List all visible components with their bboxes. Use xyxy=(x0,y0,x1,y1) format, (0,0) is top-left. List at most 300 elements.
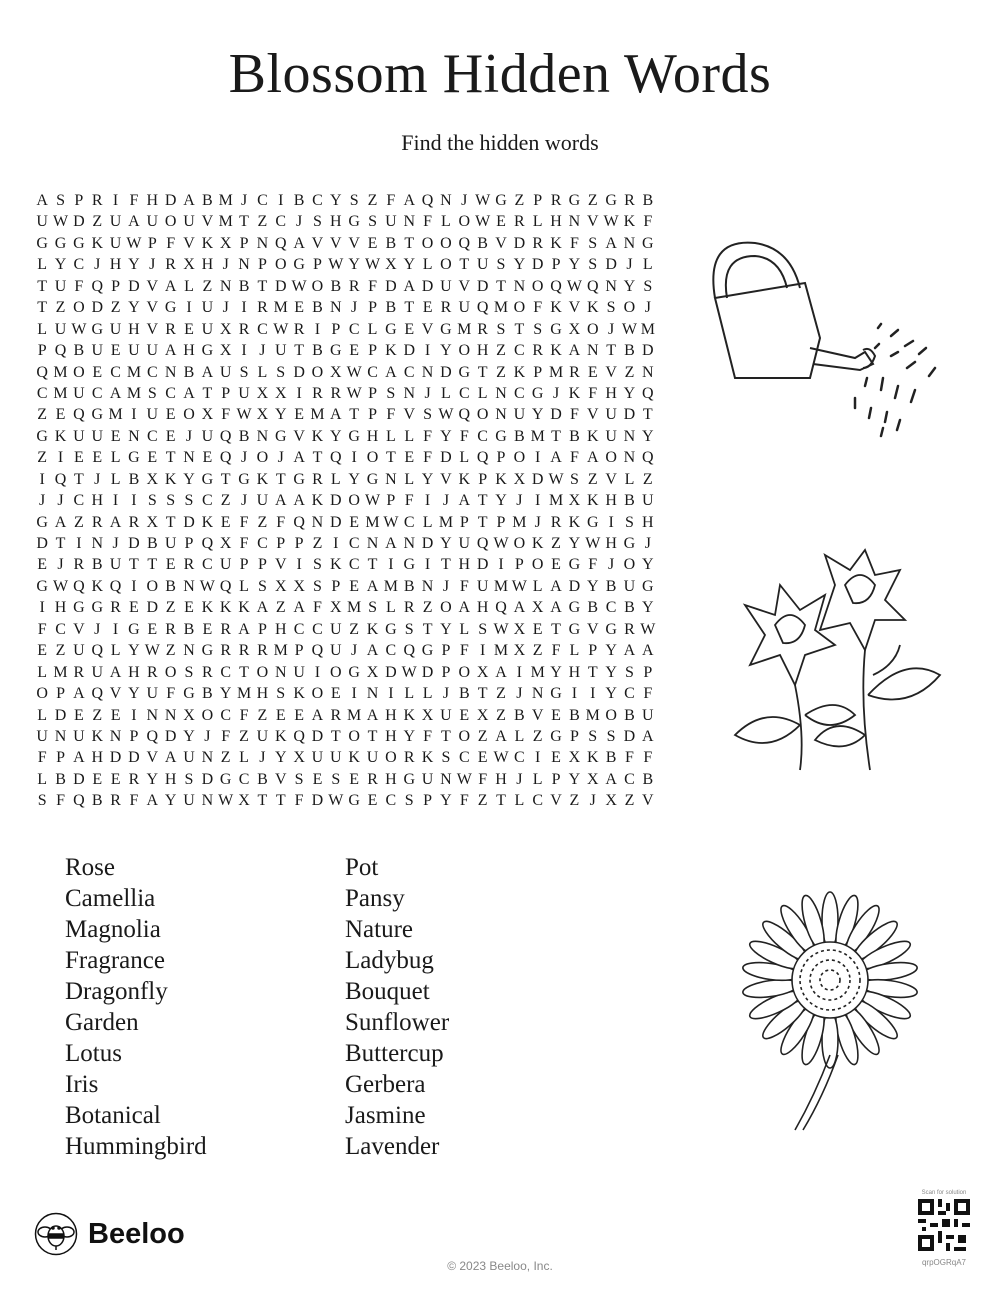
grid-letter[interactable]: A xyxy=(73,685,85,703)
grid-letter[interactable]: K xyxy=(91,577,103,595)
grid-letter[interactable]: B xyxy=(165,577,176,595)
grid-letter[interactable]: X xyxy=(238,792,250,810)
grid-letter[interactable]: R xyxy=(91,513,103,531)
grid-letter[interactable]: G xyxy=(348,663,360,681)
grid-letter[interactable]: W xyxy=(493,620,509,638)
grid-letter[interactable]: Y xyxy=(274,406,287,424)
grid-letter[interactable]: E xyxy=(110,770,121,788)
grid-letter[interactable]: I xyxy=(424,556,431,574)
grid-letter[interactable]: L xyxy=(110,449,121,467)
grid-letter[interactable]: Y xyxy=(146,770,159,788)
grid-letter[interactable]: O xyxy=(311,363,324,381)
grid-letter[interactable]: S xyxy=(368,599,377,617)
grid-letter[interactable]: U xyxy=(183,792,195,810)
grid-letter[interactable]: V xyxy=(274,556,287,574)
grid-letter[interactable]: W xyxy=(401,663,417,681)
grid-letter[interactable]: A xyxy=(385,363,397,381)
grid-letter[interactable]: U xyxy=(476,256,489,274)
grid-letter[interactable]: Z xyxy=(220,492,231,510)
grid-letter[interactable]: Z xyxy=(202,277,213,295)
grid-letter[interactable]: I xyxy=(39,599,45,617)
grid-letter[interactable]: U xyxy=(146,685,159,703)
grid-letter[interactable]: W xyxy=(383,513,399,531)
grid-letter[interactable]: M xyxy=(218,213,233,231)
grid-letter[interactable]: V xyxy=(550,792,562,810)
grid-letter[interactable]: S xyxy=(423,406,433,424)
grid-letter[interactable]: P xyxy=(294,642,304,660)
grid-letter[interactable]: H xyxy=(128,663,140,681)
grid-letter[interactable]: J xyxy=(259,749,266,767)
grid-letter[interactable]: C xyxy=(73,256,85,274)
grid-letter[interactable]: U xyxy=(73,384,85,402)
grid-letter[interactable]: E xyxy=(349,513,360,531)
grid-letter[interactable]: S xyxy=(257,577,267,595)
grid-letter[interactable]: I xyxy=(296,556,302,574)
grid-letter[interactable]: C xyxy=(477,427,488,445)
grid-letter[interactable]: O xyxy=(531,277,544,295)
qr-code-icon[interactable] xyxy=(918,1199,970,1251)
grid-letter[interactable]: A xyxy=(568,342,581,360)
grid-letter[interactable]: G xyxy=(73,599,85,617)
grid-letter[interactable]: P xyxy=(569,727,579,745)
grid-letter[interactable]: X xyxy=(385,256,397,274)
grid-letter[interactable]: V xyxy=(531,706,544,724)
grid-letter[interactable]: R xyxy=(550,192,562,209)
grid-letter[interactable]: T xyxy=(275,792,286,810)
grid-letter[interactable]: R xyxy=(348,277,360,295)
grid-letter[interactable]: X xyxy=(531,599,544,617)
grid-letter[interactable]: A xyxy=(366,706,379,724)
grid-letter[interactable]: R xyxy=(624,192,635,209)
grid-letter[interactable]: S xyxy=(331,770,341,788)
grid-letter[interactable]: C xyxy=(202,556,213,574)
grid-letter[interactable]: E xyxy=(367,234,378,252)
grid-letter[interactable]: G xyxy=(440,320,452,338)
grid-letter[interactable]: R xyxy=(165,320,176,338)
grid-letter[interactable]: K xyxy=(91,234,103,252)
grid-letter[interactable]: W xyxy=(493,749,509,767)
grid-letter[interactable]: U xyxy=(219,363,232,381)
grid-letter[interactable]: R xyxy=(257,642,268,660)
grid-letter[interactable]: Q xyxy=(109,577,122,595)
grid-letter[interactable]: A xyxy=(385,535,397,552)
grid-letter[interactable]: C xyxy=(257,320,268,338)
grid-letter[interactable]: Q xyxy=(642,449,654,467)
grid-letter[interactable]: P xyxy=(496,449,506,467)
grid-letter[interactable]: S xyxy=(313,556,322,574)
grid-letter[interactable]: U xyxy=(109,213,122,231)
grid-letter[interactable]: R xyxy=(312,470,323,488)
grid-letter[interactable]: F xyxy=(221,406,231,424)
grid-letter[interactable]: Z xyxy=(110,299,121,317)
grid-letter[interactable]: B xyxy=(642,770,654,788)
grid-letter[interactable]: F xyxy=(459,642,469,660)
grid-letter[interactable]: N xyxy=(164,363,177,381)
grid-letter[interactable]: X xyxy=(146,470,159,488)
grid-letter[interactable]: E xyxy=(165,427,176,445)
grid-letter[interactable]: Z xyxy=(496,685,506,703)
grid-letter[interactable]: E xyxy=(330,685,341,703)
grid-letter[interactable]: Z xyxy=(257,213,268,231)
grid-letter[interactable]: C xyxy=(275,213,287,231)
grid-letter[interactable]: F xyxy=(588,556,598,574)
grid-letter[interactable]: N xyxy=(164,706,177,724)
grid-letter[interactable]: T xyxy=(404,299,415,317)
grid-letter[interactable]: X xyxy=(568,320,581,338)
grid-letter[interactable]: J xyxy=(149,256,156,274)
grid-letter[interactable]: L xyxy=(37,256,48,274)
grid-letter[interactable]: R xyxy=(257,299,268,317)
grid-letter[interactable]: Z xyxy=(514,192,525,209)
grid-letter[interactable]: W xyxy=(291,277,307,295)
grid-letter[interactable]: U xyxy=(366,749,379,767)
grid-letter[interactable]: E xyxy=(184,320,194,338)
grid-letter[interactable]: V xyxy=(146,299,159,317)
grid-letter[interactable]: J xyxy=(295,213,303,231)
grid-letter[interactable]: O xyxy=(164,213,177,231)
grid-letter[interactable]: M xyxy=(53,384,68,402)
grid-letter[interactable]: K xyxy=(586,427,599,445)
grid-letter[interactable]: J xyxy=(222,256,229,274)
grid-letter[interactable]: E xyxy=(312,770,323,788)
grid-letter[interactable]: B xyxy=(477,234,488,252)
grid-letter[interactable]: B xyxy=(312,299,323,317)
grid-letter[interactable]: F xyxy=(643,685,653,703)
grid-letter[interactable]: A xyxy=(403,277,415,295)
grid-letter[interactable]: T xyxy=(496,277,506,295)
grid-letter[interactable]: X xyxy=(219,342,232,360)
grid-letter[interactable]: V xyxy=(495,234,507,252)
grid-letter[interactable]: W xyxy=(475,192,491,209)
grid-letter[interactable]: T xyxy=(220,470,231,488)
grid-letter[interactable]: T xyxy=(257,277,268,295)
grid-letter[interactable]: Z xyxy=(220,749,231,767)
grid-letter[interactable]: A xyxy=(550,599,562,617)
grid-letter[interactable]: G xyxy=(201,342,214,360)
grid-letter[interactable]: S xyxy=(569,470,579,488)
grid-letter[interactable]: Y xyxy=(550,663,562,681)
grid-letter[interactable]: N xyxy=(623,427,636,445)
grid-letter[interactable]: A xyxy=(366,577,379,595)
grid-letter[interactable]: Z xyxy=(496,363,506,381)
grid-letter[interactable]: S xyxy=(239,363,249,381)
grid-letter[interactable]: W xyxy=(328,792,344,810)
grid-letter[interactable]: I xyxy=(333,535,339,552)
grid-letter[interactable]: W xyxy=(548,470,564,488)
grid-letter[interactable]: L xyxy=(367,320,378,338)
grid-letter[interactable]: G xyxy=(36,234,48,252)
grid-letter[interactable]: U xyxy=(91,342,103,360)
grid-letter[interactable]: E xyxy=(73,449,84,467)
grid-letter[interactable]: E xyxy=(165,406,176,424)
grid-letter[interactable]: T xyxy=(275,470,286,488)
grid-letter[interactable]: H xyxy=(605,384,617,402)
grid-letter[interactable]: P xyxy=(257,620,267,638)
grid-letter[interactable]: S xyxy=(386,384,396,402)
grid-letter[interactable]: U xyxy=(440,277,452,295)
grid-letter[interactable]: R xyxy=(403,749,415,767)
grid-letter[interactable]: A xyxy=(54,513,67,531)
grid-letter[interactable]: T xyxy=(367,727,378,745)
grid-letter[interactable]: O xyxy=(256,449,269,467)
grid-letter[interactable]: U xyxy=(256,492,269,510)
grid-letter[interactable]: Z xyxy=(312,535,323,552)
grid-letter[interactable]: G xyxy=(36,513,48,531)
grid-letter[interactable]: B xyxy=(569,706,580,724)
grid-letter[interactable]: V xyxy=(605,470,617,488)
grid-letter[interactable]: S xyxy=(441,749,451,767)
grid-letter[interactable]: O xyxy=(623,556,636,574)
grid-letter[interactable]: W xyxy=(456,770,472,788)
grid-letter[interactable]: D xyxy=(164,727,177,745)
grid-letter[interactable]: M xyxy=(512,513,527,531)
grid-letter[interactable]: E xyxy=(202,620,213,638)
grid-letter[interactable]: D xyxy=(109,749,122,767)
grid-letter[interactable]: O xyxy=(201,706,214,724)
grid-letter[interactable]: G xyxy=(293,256,305,274)
grid-letter[interactable]: S xyxy=(496,256,506,274)
grid-letter[interactable]: R xyxy=(367,770,378,788)
grid-letter[interactable]: A xyxy=(458,492,471,510)
grid-letter[interactable]: A xyxy=(642,727,654,745)
grid-letter[interactable]: W xyxy=(364,256,381,274)
grid-letter[interactable]: G xyxy=(568,192,581,209)
grid-letter[interactable]: F xyxy=(386,192,396,209)
grid-letter[interactable]: G xyxy=(91,406,103,424)
grid-letter[interactable]: B xyxy=(642,192,654,209)
grid-letter[interactable]: G xyxy=(91,599,103,617)
grid-letter[interactable]: Y xyxy=(440,792,452,810)
grid-letter[interactable]: V xyxy=(73,620,85,638)
grid-letter[interactable]: J xyxy=(516,492,523,510)
grid-letter[interactable]: N xyxy=(146,706,159,724)
grid-letter[interactable]: U xyxy=(73,642,85,660)
grid-letter[interactable]: K xyxy=(550,234,562,252)
grid-letter[interactable]: P xyxy=(331,577,341,595)
grid-letter[interactable]: E xyxy=(404,449,415,467)
grid-letter[interactable]: G xyxy=(330,342,342,360)
grid-letter[interactable]: F xyxy=(643,749,653,767)
grid-letter[interactable]: L xyxy=(532,213,543,231)
grid-letter[interactable]: N xyxy=(109,727,122,745)
grid-letter[interactable]: H xyxy=(91,492,103,510)
grid-letter[interactable]: Y xyxy=(605,642,617,660)
grid-letter[interactable]: G xyxy=(403,556,415,574)
grid-letter[interactable]: E xyxy=(129,599,139,617)
grid-letter[interactable]: R xyxy=(569,363,580,381)
grid-letter[interactable]: G xyxy=(568,556,581,574)
grid-letter[interactable]: U xyxy=(440,706,452,724)
grid-letter[interactable]: T xyxy=(73,470,84,488)
grid-letter[interactable]: F xyxy=(294,792,304,810)
grid-letter[interactable]: R xyxy=(110,599,121,617)
grid-letter[interactable]: Y xyxy=(623,384,636,402)
grid-letter[interactable]: H xyxy=(366,427,379,445)
grid-letter[interactable]: E xyxy=(184,599,194,617)
grid-letter[interactable]: G xyxy=(73,234,85,252)
grid-letter[interactable]: T xyxy=(165,449,176,467)
grid-letter[interactable]: V xyxy=(421,320,434,338)
grid-letter[interactable]: F xyxy=(404,492,414,510)
grid-letter[interactable]: Z xyxy=(55,299,66,317)
grid-letter[interactable]: M xyxy=(126,363,142,381)
grid-letter[interactable]: Z xyxy=(496,706,506,724)
grid-letter[interactable]: G xyxy=(36,577,48,595)
grid-letter[interactable]: U xyxy=(36,727,48,745)
grid-letter[interactable]: A xyxy=(586,449,599,467)
grid-letter[interactable]: M xyxy=(493,299,509,317)
grid-letter[interactable]: V xyxy=(146,749,159,767)
grid-letter[interactable]: L xyxy=(642,256,653,274)
grid-letter[interactable]: C xyxy=(532,792,544,810)
grid-letter[interactable]: Z xyxy=(587,470,598,488)
grid-letter[interactable]: B xyxy=(624,492,635,510)
grid-letter[interactable]: C xyxy=(312,192,323,209)
grid-letter[interactable]: N xyxy=(440,192,452,209)
grid-letter[interactable]: M xyxy=(585,706,600,724)
grid-letter[interactable]: S xyxy=(404,792,414,810)
grid-letter[interactable]: Q xyxy=(91,685,103,703)
grid-letter[interactable]: T xyxy=(514,320,525,338)
grid-letter[interactable]: L xyxy=(37,320,48,338)
grid-letter[interactable]: I xyxy=(131,706,137,724)
grid-letter[interactable]: I xyxy=(241,342,247,360)
grid-letter[interactable]: W xyxy=(621,320,638,338)
grid-letter[interactable]: G xyxy=(201,642,214,660)
grid-letter[interactable]: V xyxy=(348,234,360,252)
grid-letter[interactable]: G xyxy=(605,620,617,638)
grid-letter[interactable]: R xyxy=(146,663,158,681)
grid-letter[interactable]: A xyxy=(293,234,305,252)
grid-letter[interactable]: P xyxy=(533,192,543,209)
grid-letter[interactable]: I xyxy=(351,449,357,467)
grid-letter[interactable]: L xyxy=(532,577,543,595)
grid-letter[interactable]: R xyxy=(532,234,544,252)
grid-letter[interactable]: L xyxy=(569,642,580,660)
grid-letter[interactable]: E xyxy=(551,556,561,574)
grid-letter[interactable]: N xyxy=(183,449,195,467)
grid-letter[interactable]: Y xyxy=(128,299,140,317)
grid-letter[interactable]: I xyxy=(57,449,64,467)
grid-letter[interactable]: Y xyxy=(421,470,434,488)
grid-letter[interactable]: J xyxy=(351,299,358,317)
grid-letter[interactable]: Q xyxy=(458,406,471,424)
grid-letter[interactable]: F xyxy=(459,427,469,445)
grid-letter[interactable]: U xyxy=(109,234,122,252)
grid-letter[interactable]: W xyxy=(199,577,215,595)
grid-letter[interactable]: X xyxy=(513,620,526,638)
grid-letter[interactable]: G xyxy=(348,792,360,810)
grid-letter[interactable]: T xyxy=(441,727,451,745)
grid-letter[interactable]: A xyxy=(164,342,177,360)
grid-letter[interactable]: Q xyxy=(219,427,232,445)
grid-letter[interactable]: B xyxy=(202,192,213,209)
grid-letter[interactable]: E xyxy=(587,363,598,381)
grid-letter[interactable]: W xyxy=(52,577,69,595)
grid-letter[interactable]: L xyxy=(37,706,48,724)
grid-letter[interactable]: J xyxy=(644,299,651,317)
grid-letter[interactable]: U xyxy=(36,213,48,231)
grid-letter[interactable]: E xyxy=(110,342,121,360)
grid-letter[interactable]: N xyxy=(385,470,397,488)
grid-letter[interactable]: H xyxy=(201,256,214,274)
grid-letter[interactable]: B xyxy=(183,620,195,638)
grid-letter[interactable]: X xyxy=(476,706,489,724)
grid-letter[interactable]: C xyxy=(36,384,48,402)
grid-letter[interactable]: M xyxy=(438,513,454,531)
grid-letter[interactable]: N xyxy=(54,727,67,745)
grid-letter[interactable]: U xyxy=(91,663,103,681)
grid-letter[interactable]: L xyxy=(404,427,415,445)
grid-letter[interactable]: O xyxy=(183,406,195,424)
grid-letter[interactable]: Y xyxy=(605,663,617,681)
grid-letter[interactable]: F xyxy=(569,449,579,467)
grid-letter[interactable]: D xyxy=(311,792,324,810)
grid-letter[interactable]: J xyxy=(644,535,651,552)
grid-letter[interactable]: S xyxy=(588,256,598,274)
grid-letter[interactable]: M xyxy=(347,706,362,724)
grid-letter[interactable]: O xyxy=(531,556,544,574)
grid-letter[interactable]: Z xyxy=(37,449,48,467)
grid-letter[interactable]: E xyxy=(55,406,66,424)
grid-letter[interactable]: K xyxy=(531,535,544,552)
grid-letter[interactable]: L xyxy=(459,449,470,467)
grid-letter[interactable]: U xyxy=(605,406,617,424)
grid-letter[interactable]: F xyxy=(37,749,47,767)
grid-letter[interactable]: V xyxy=(274,770,287,788)
grid-letter[interactable]: R xyxy=(165,256,176,274)
grid-letter[interactable]: E xyxy=(73,706,84,724)
grid-letter[interactable]: C xyxy=(220,663,232,681)
grid-letter[interactable]: G xyxy=(91,320,103,338)
grid-letter[interactable]: D xyxy=(330,492,342,510)
grid-letter[interactable]: L xyxy=(37,663,48,681)
grid-letter[interactable]: N xyxy=(605,277,617,295)
grid-letter[interactable]: Y xyxy=(164,792,177,810)
grid-letter[interactable]: C xyxy=(348,535,360,552)
grid-letter[interactable]: Y xyxy=(128,642,140,660)
grid-letter[interactable]: Z xyxy=(239,727,249,745)
grid-letter[interactable]: Z xyxy=(569,792,580,810)
grid-letter[interactable]: C xyxy=(458,749,470,767)
grid-letter[interactable]: G xyxy=(54,234,67,252)
grid-letter[interactable]: G xyxy=(458,363,471,381)
grid-letter[interactable]: M xyxy=(126,384,142,402)
grid-letter[interactable]: T xyxy=(459,256,470,274)
grid-letter[interactable]: D xyxy=(128,277,140,295)
grid-letter[interactable]: G xyxy=(128,620,140,638)
grid-letter[interactable]: A xyxy=(164,749,177,767)
grid-letter[interactable]: K xyxy=(54,427,67,445)
grid-letter[interactable]: E xyxy=(422,299,433,317)
grid-letter[interactable]: O xyxy=(440,256,452,274)
grid-letter[interactable]: S xyxy=(588,727,598,745)
grid-letter[interactable]: O xyxy=(623,299,636,317)
grid-letter[interactable]: U xyxy=(54,320,67,338)
grid-letter[interactable]: M xyxy=(640,320,655,338)
grid-letter[interactable]: C xyxy=(624,770,635,788)
grid-letter[interactable]: N xyxy=(440,770,452,788)
grid-letter[interactable]: P xyxy=(276,535,286,552)
grid-letter[interactable]: O xyxy=(458,342,471,360)
grid-letter[interactable]: L xyxy=(257,363,268,381)
grid-letter[interactable]: X xyxy=(366,663,379,681)
grid-letter[interactable]: H xyxy=(385,706,397,724)
grid-letter[interactable]: U xyxy=(201,299,214,317)
grid-letter[interactable]: Q xyxy=(54,342,67,360)
grid-letter[interactable]: S xyxy=(147,492,157,510)
grid-letter[interactable]: Q xyxy=(476,535,489,552)
